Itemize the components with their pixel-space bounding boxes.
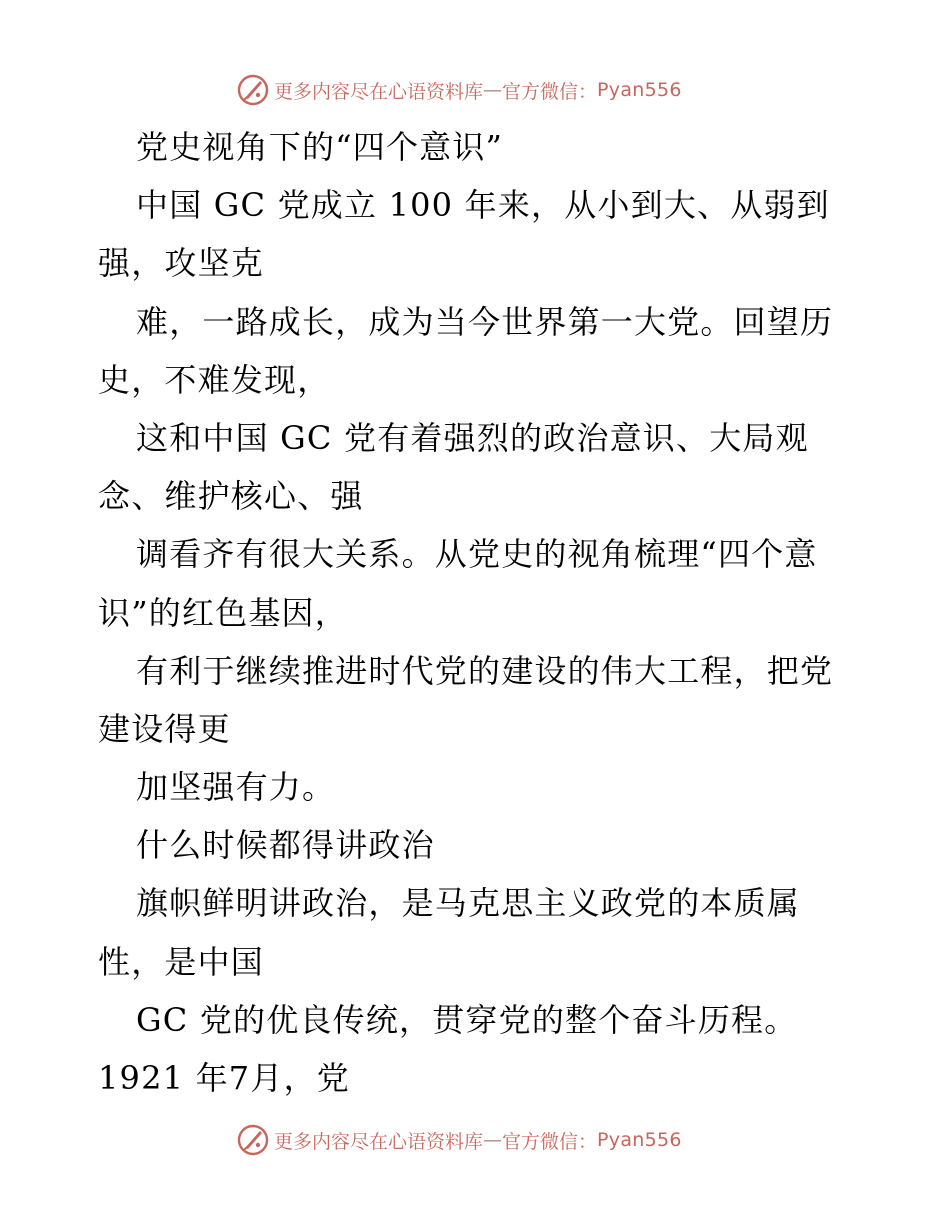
section-heading: 什么时候都得讲政治: [136, 826, 435, 865]
text-line: 史，不难发现，: [98, 360, 331, 399]
watermark-separator: —: [483, 79, 503, 101]
text-line: 强，攻坚克: [98, 244, 265, 283]
text-line: 调看齐有很大关系。从党史的视角梳理“四个意: [136, 535, 818, 574]
text-line: 这和中国 GC 党有着强烈的政治意识、大局观: [136, 418, 809, 457]
text-line: 建设得更: [98, 709, 231, 748]
header-watermark: [236, 73, 682, 107]
footer-watermark: [236, 1123, 682, 1157]
watermark-separator: —: [483, 1129, 503, 1151]
watermark-wechat-id: Pyan556: [597, 79, 682, 101]
text-line: 念、维护核心、强: [98, 477, 364, 516]
text-line: 难，一路成长，成为当今世界第一大党。回望历: [136, 302, 834, 341]
doc-title: 党史视角下的“四个意识”: [136, 128, 504, 166]
text-line: 有利于继续推进时代党的建设的伟大工程，把党: [136, 651, 834, 690]
watermark-wechat-id: Pyan556: [597, 1129, 682, 1151]
text-line: 旗帜鲜明讲政治，是马克思主义政党的本质属: [136, 884, 801, 923]
text-line: 加坚强有力。: [136, 768, 336, 807]
watermark-suffix: 官方微信：: [502, 1130, 598, 1153]
text-line: 1921 年7月，党: [98, 1059, 350, 1097]
text-line: GC 党的优良传统，贯穿党的整个奋斗历程。: [136, 1000, 798, 1039]
watermark-text: 更多内容尽在心语资料库: [274, 80, 484, 103]
watermark-text: 更多内容尽在心语资料库: [274, 1130, 484, 1153]
watermark-suffix: 官方微信：: [502, 80, 598, 103]
text-line: 性，是中国: [98, 942, 265, 981]
document-body: [98, 118, 858, 1107]
text-line: 中国 GC 党成立 100 年来，从小到大、从弱到: [136, 186, 830, 225]
quill-logo-icon: [236, 1123, 270, 1157]
text-line: 识”的红色基因，: [98, 593, 348, 632]
quill-logo-icon: [236, 73, 270, 107]
